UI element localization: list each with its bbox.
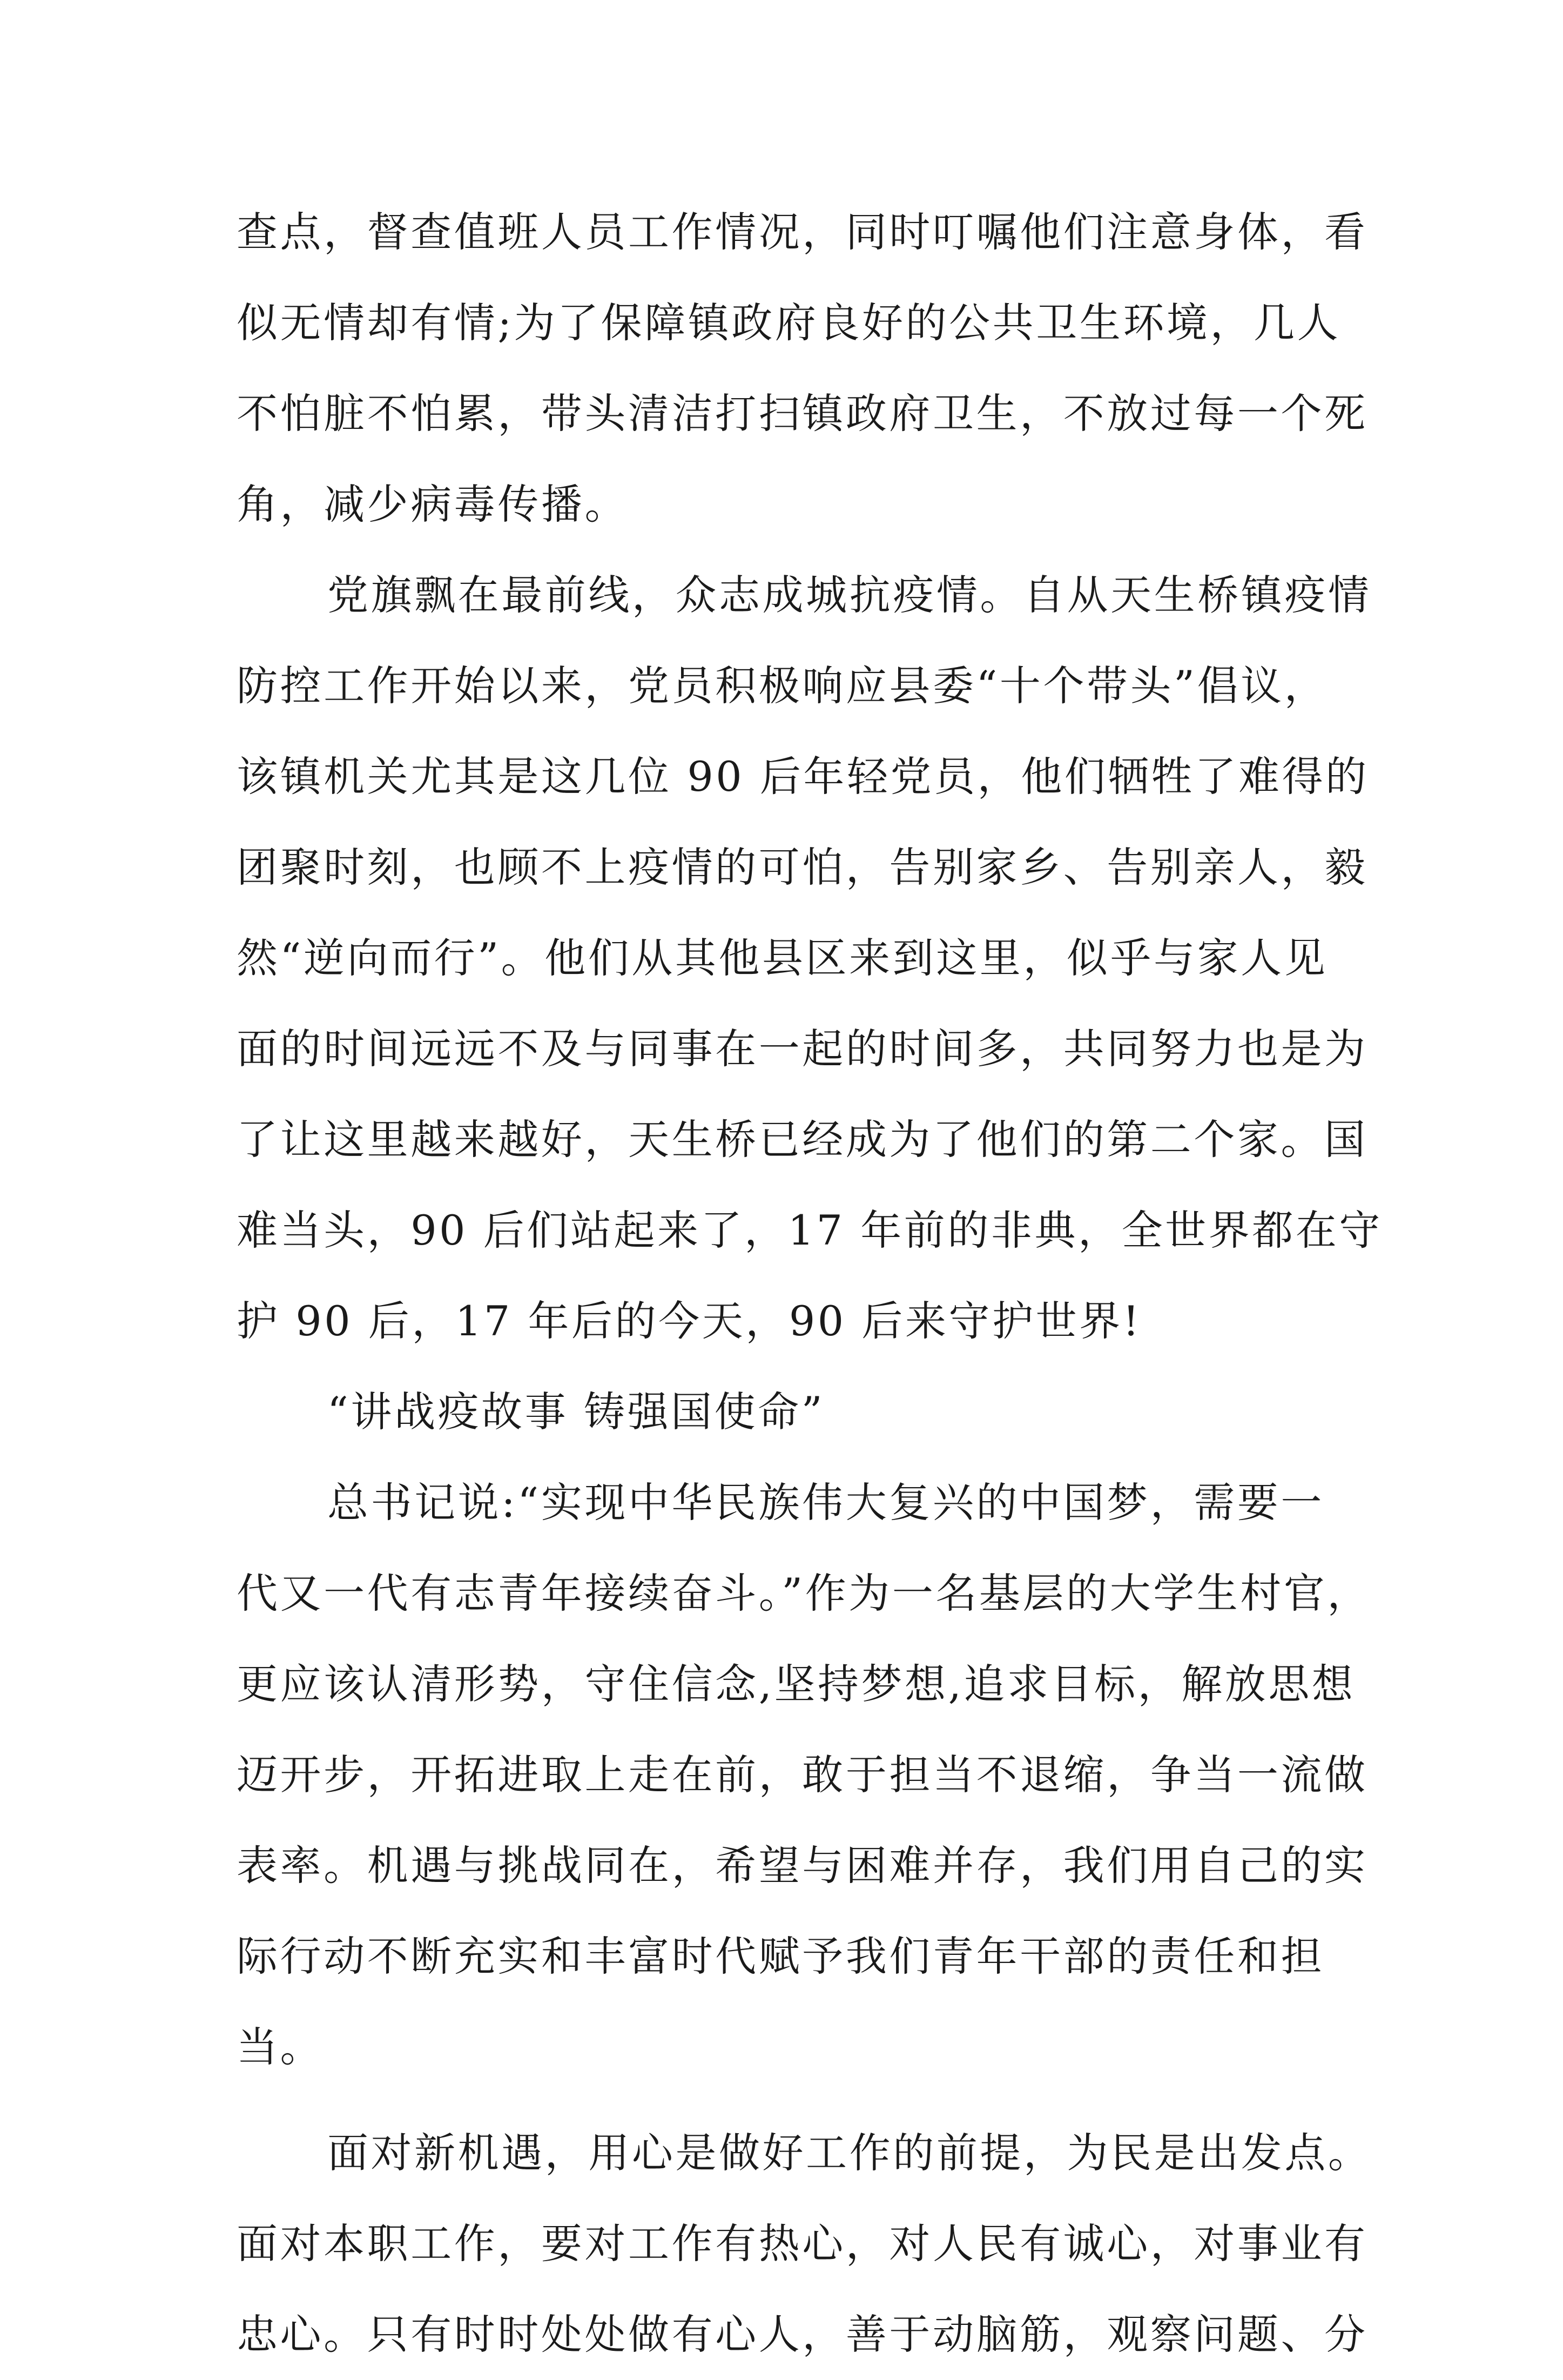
text-line: 迈开步，开拓进取上走在前，敢于担当不退缩，争当一流做 bbox=[237, 1751, 1368, 1799]
text-line: 面的时间远远不及与同事在一起的时间多，共同努力也是为 bbox=[237, 1025, 1368, 1073]
text-line: 不怕脏不怕累，带头清洁打扫镇政府卫生，不放过每一个死 bbox=[237, 389, 1368, 438]
section-heading: “讲战疫故事 铸强国使命” bbox=[327, 1388, 825, 1436]
text-line: 际行动不断充实和丰富时代赋予我们青年干部的责任和担 bbox=[237, 1932, 1324, 1980]
text-line: 表率。机遇与挑战同在，希望与困难并存，我们用自己的实 bbox=[237, 1841, 1368, 1890]
text-line: 似无情却有情;为了保障镇政府良好的公共卫生环境，几人 bbox=[237, 299, 1341, 347]
paragraph-start-line: 党旗飘在最前线，众志成城抗疫情。自从天生桥镇疫情 bbox=[327, 571, 1372, 619]
text-line: 护 90 后，17 年后的今天，90 后来守护世界! bbox=[237, 1297, 1142, 1345]
text-line: 团聚时刻，也顾不上疫情的可怕，告别家乡、告别亲人，毅 bbox=[237, 843, 1368, 891]
text-line: 更应该认清形势，守住信念,坚持梦想,追求目标，解放思想 bbox=[237, 1660, 1356, 1708]
text-line: 防控工作开始以来，党员积极响应县委“十个带头”倡议， bbox=[237, 662, 1328, 710]
text-line: 角，减少病毒传播。 bbox=[237, 480, 629, 528]
paragraph-start-line: 总书记说:“实现中华民族伟大复兴的中国梦，需要一 bbox=[327, 1478, 1324, 1527]
text-line: 代又一代有志青年接续奋斗。”作为一名基层的大学生村官， bbox=[237, 1569, 1371, 1617]
paragraph-gap bbox=[237, 2093, 1328, 2108]
text-line: 查点，督查值班人员工作情况，同时叮嘱他们注意身体，看 bbox=[237, 208, 1368, 256]
paragraph-start-line: 面对新机遇，用心是做好工作的前提，为民是出发点。 bbox=[327, 2129, 1372, 2177]
text-line: 当。 bbox=[237, 2023, 324, 2071]
body-text bbox=[237, 187, 1383, 2380]
text-line: 难当头，90 后们站起来了，17 年前的非典，全世界都在守 bbox=[237, 1206, 1383, 1254]
text-line: 然“逆向而行”。他们从其他县区来到这里，似乎与家人见 bbox=[237, 934, 1328, 982]
text-line: 了让这里越来越好，天生桥已经成为了他们的第二个家。国 bbox=[237, 1115, 1368, 1164]
text-line: 忠心。只有时时处处做有心人，善于动脑筋，观察问题、分 bbox=[237, 2310, 1368, 2358]
text-line: 面对本职工作，要对工作有热心，对人民有诚心，对事业有 bbox=[237, 2220, 1368, 2268]
text-line: 该镇机关尤其是这几位 90 后年轻党员，他们牺牲了难得的 bbox=[237, 752, 1369, 801]
